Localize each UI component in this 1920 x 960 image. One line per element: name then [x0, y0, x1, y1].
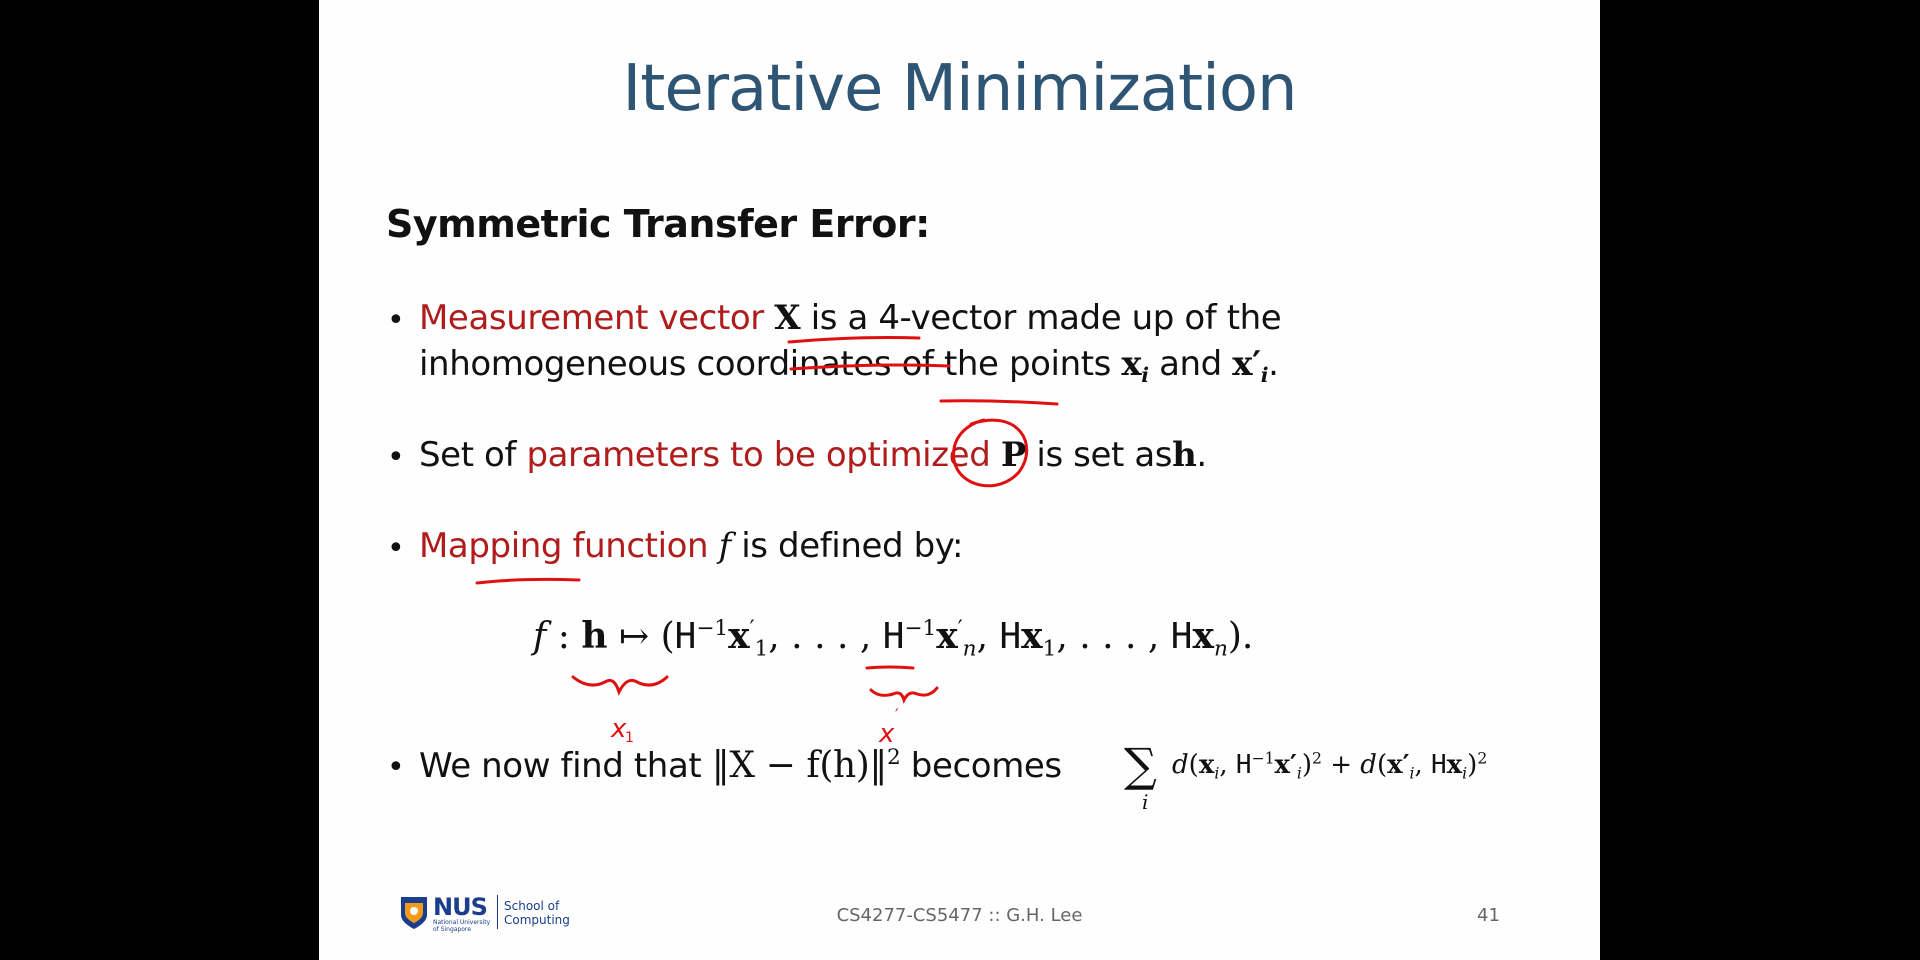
bullet-parameters: Set of parameters to be optimized P is set ash.	[419, 435, 1207, 475]
ink-underline-4vector	[789, 338, 919, 343]
text: is defined by:	[741, 526, 964, 566]
ink-label-x1: x	[611, 714, 627, 744]
footer-course: CS4277-CS5477 :: G.H. Lee	[836, 905, 1083, 926]
logo-subtitle: National University of Singapore	[433, 919, 491, 933]
ink-brace-1	[573, 677, 667, 692]
slide	[319, 0, 1600, 960]
symbol-f: f	[718, 526, 731, 566]
term-mapping-function: Mapping function	[419, 526, 709, 566]
symbol-P: P	[1000, 435, 1026, 475]
text: is a 4-vector made up of the	[810, 298, 1282, 338]
slide-title: Iterative Minimization	[622, 52, 1297, 126]
ink-underline-xi	[941, 401, 1057, 404]
text: inhomogeneous coordinates of the points	[419, 344, 1111, 384]
sum-expression: $d(x_i$, $H^{-1}x'_i)^2 + d(x'_i$, $Hx_i)^2$	[1172, 749, 1488, 783]
text: Set of	[419, 435, 517, 475]
symbol-x-i: $x_i$	[1121, 344, 1149, 388]
ink-label-x1p-mark: ′	[895, 705, 899, 724]
norm-expression: ‖X − f(h)‖$^2$	[711, 745, 901, 786]
bullet-mapping-function	[419, 526, 963, 566]
page-number: 41	[1477, 905, 1500, 926]
bullet-measurement-vector	[419, 298, 1281, 338]
ink-label-x1-sub: 1	[625, 730, 634, 746]
term-measurement-vector: Measurement vector	[419, 298, 764, 338]
ink-annotations	[319, 0, 1600, 960]
ink-label-x1p: x	[879, 719, 895, 749]
text-becomes: becomes	[910, 746, 1062, 786]
sum-symbol: ∑	[1124, 738, 1157, 792]
section-heading: Symmetric Transfer Error:	[386, 202, 930, 246]
bullet-marker: •	[387, 303, 405, 338]
mapping-formula: f : h ↦ ($H^{-1}x'_1$, . . . , $H^{-1}x'_n$, $Hx_1$, . . . , $Hx_n$).	[533, 615, 1254, 662]
bullet-marker: •	[387, 531, 405, 566]
bullet-marker: •	[387, 750, 405, 785]
text: is set as	[1036, 435, 1173, 475]
text-and: and	[1159, 344, 1222, 384]
symbol-h: h	[1172, 435, 1197, 475]
ink-underline-function	[477, 579, 579, 583]
text: We now find that	[419, 746, 702, 786]
bullet-measurement-vector-line2: inhomogeneous coordinates of the points $x_i$ and $x'_i$.	[419, 344, 1279, 388]
school-name: School of Computing	[504, 899, 570, 927]
logo-wordmark: NUS	[433, 893, 487, 921]
ink-underline-Hx1	[867, 667, 913, 668]
bullet-marker: •	[387, 440, 405, 475]
term-parameters: parameters to be optimized	[526, 435, 991, 475]
ink-brace-2	[871, 688, 937, 700]
sum-index: i	[1142, 790, 1149, 814]
symbol-x-i-prime: $x'_i$	[1232, 344, 1269, 388]
bullet-cost-function	[419, 745, 1062, 786]
symbol-X: X	[774, 298, 801, 338]
